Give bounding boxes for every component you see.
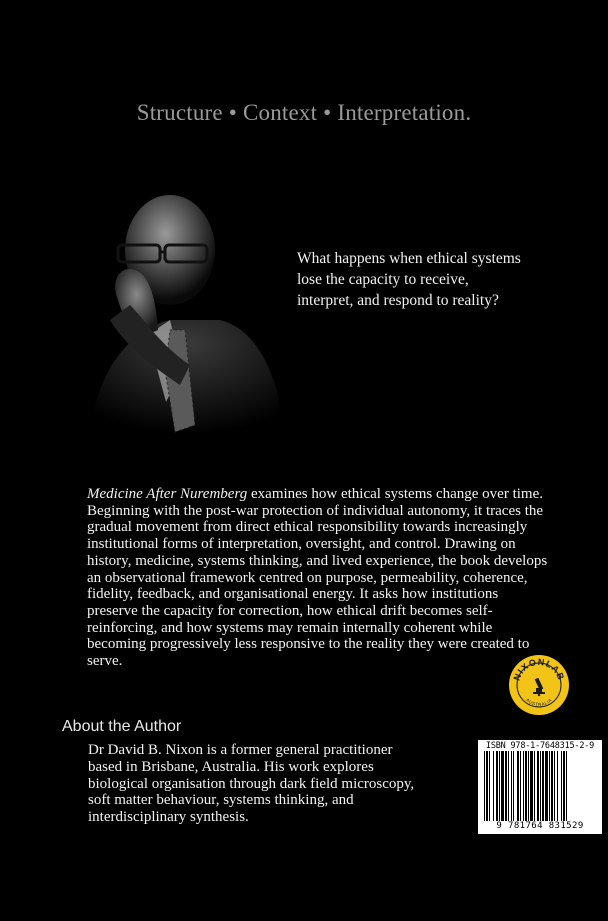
about-author-heading: About the Author [62, 718, 182, 735]
isbn-label: ISBN 978-1-7648315-2-9 [485, 741, 595, 751]
book-title: Medicine After Nuremberg [87, 486, 248, 502]
isbn-digits: 9 781764 831529 [496, 821, 584, 831]
blurb-body: examines how ethical systems change over time. Beginning with the post-war protection of individual autonomy, it traces the gradual movement from direct ethical responsibility towards increasingly institutional forms of interpretation, oversight, and control. Drawing on history, medicine, systems thinking, and lived experience, the book develops an observational framework centred on purpose, permeability, coherence, fidelity, feedback, and organisational energy. It asks how institutions preserve the capacity for correction, how ethical drift becomes self-reinforcing, and how systems may remain internally coherent while becoming progressively less responsive to the reality they were created to serve. [87, 486, 548, 670]
author-bio: Dr David B. Nixon is a former general practitioner based in Brisbane, Australia. His work explores biological organisation through dark field microscopy, soft matter behaviour, systems thinking, and interdisciplinary synthesis. [88, 742, 415, 826]
isbn-barcode [478, 740, 602, 834]
nixonlab-seal-logo [508, 654, 570, 716]
tagline: Structure • Context • Interpretation. [136, 100, 472, 125]
book-blurb [87, 486, 549, 670]
cover-question: What happens when ethical systems lose the capacity to receive, interpret, and respond to reality? [297, 250, 521, 309]
svg-text:NIXONLAB: NIXONLAB [511, 656, 567, 682]
author-portrait [70, 170, 310, 440]
barcode-bars [484, 751, 596, 821]
svg-text:AUSTRALIA: AUSTRALIA [525, 697, 553, 708]
